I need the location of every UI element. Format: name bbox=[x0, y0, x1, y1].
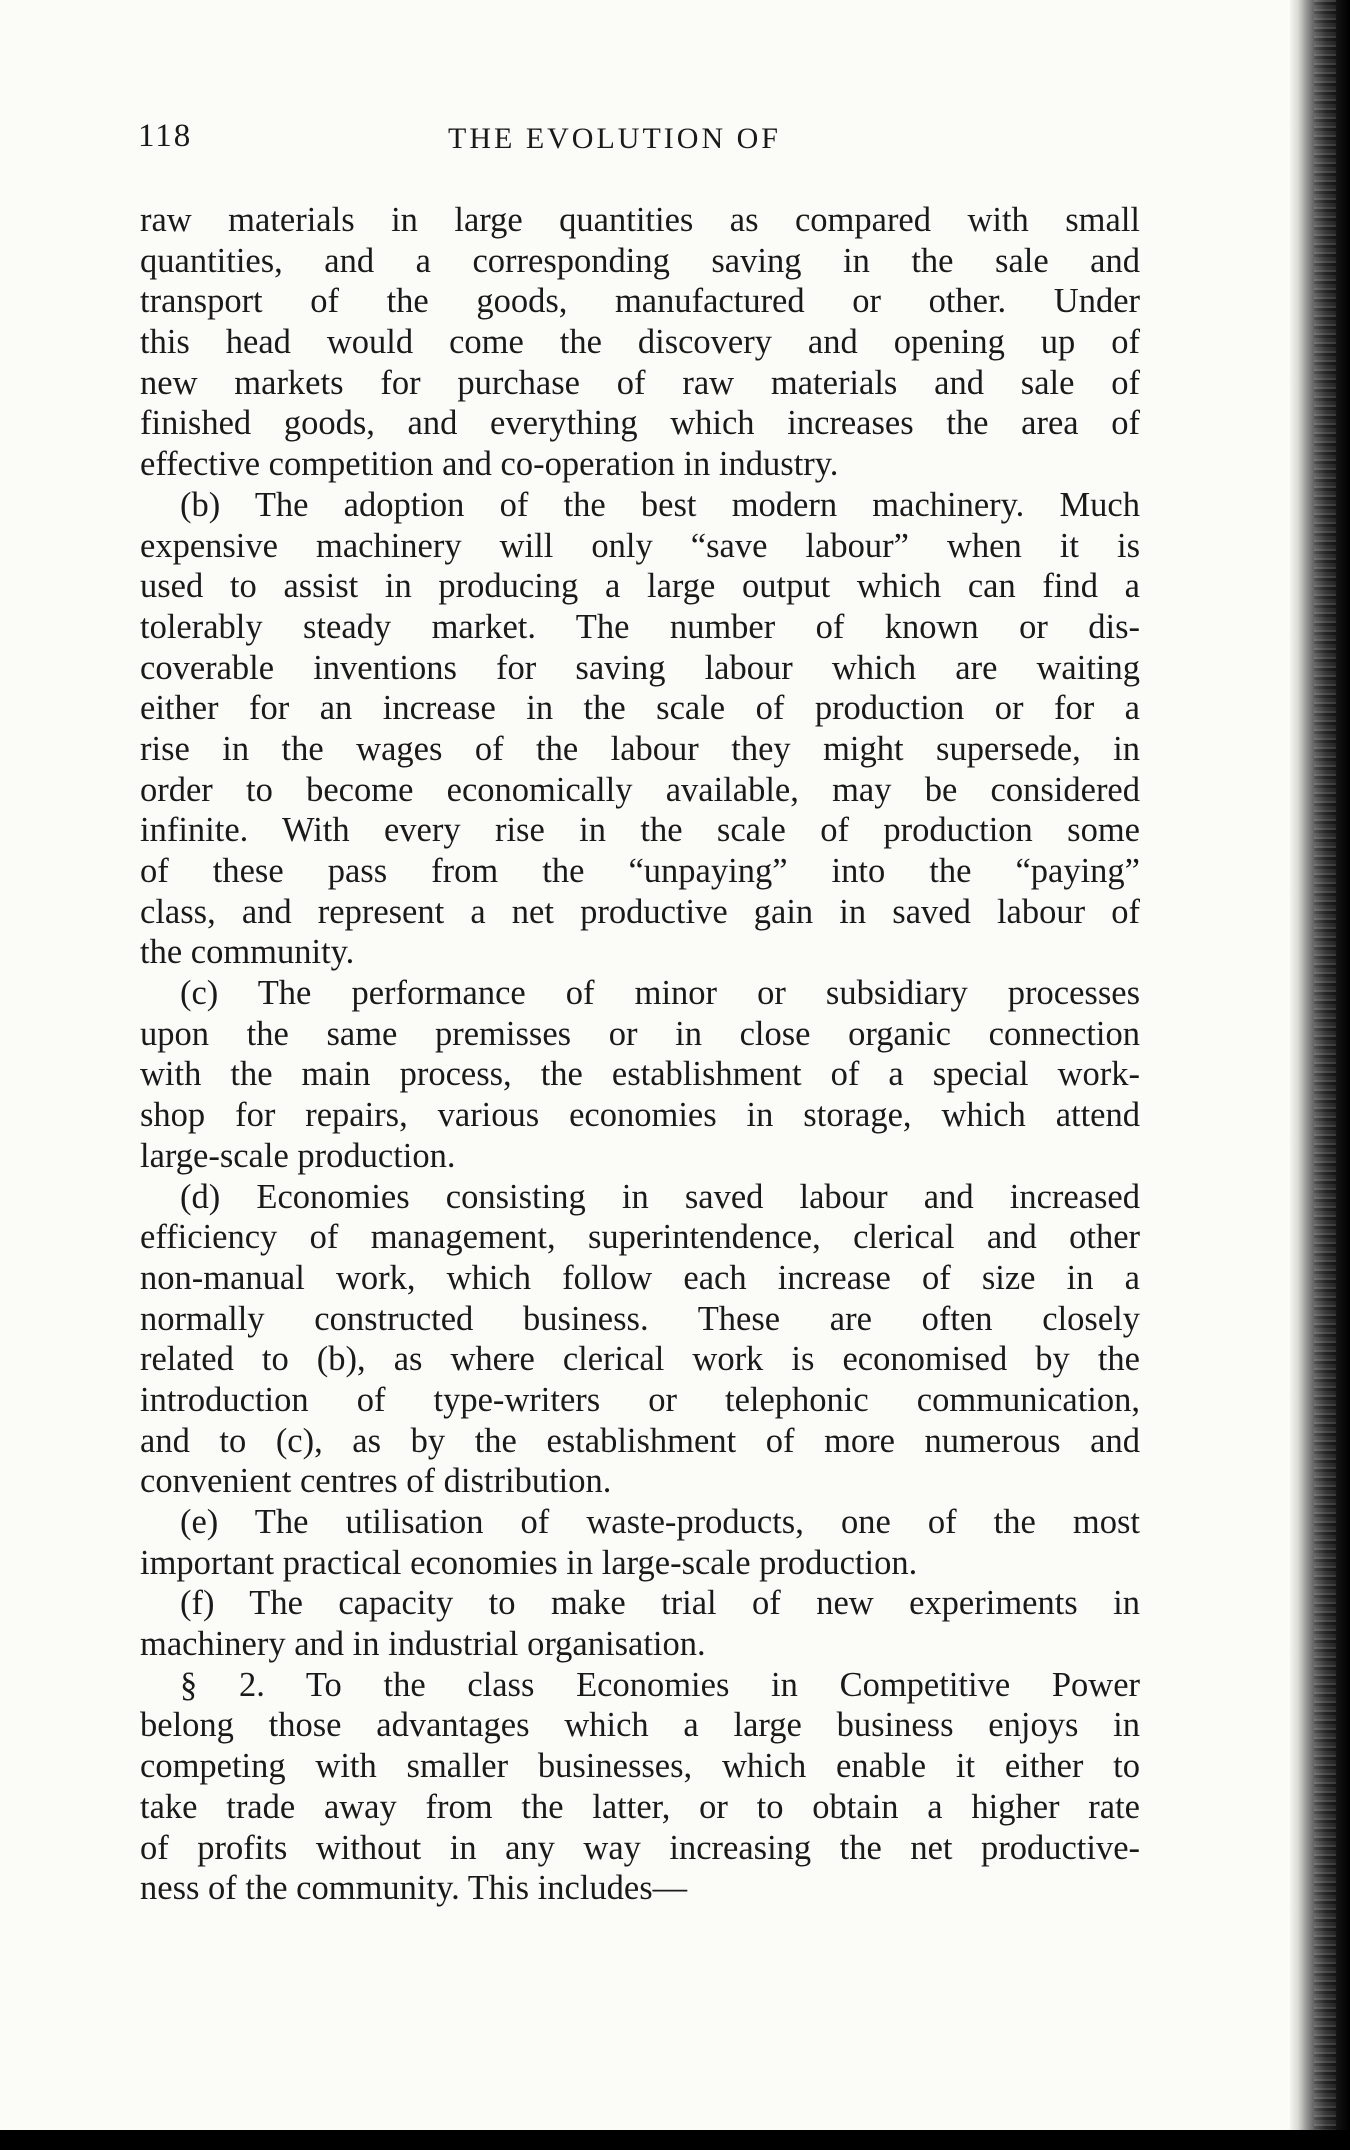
text-line: quantities, and a corresponding saving in the sale and bbox=[140, 241, 1140, 280]
text-line: (f) The capacity to make trial of new experiments in bbox=[180, 1584, 1140, 1623]
running-head: THE EVOLUTION OF bbox=[448, 122, 781, 155]
text-line: rise in the wages of the labour they might supersede, in bbox=[140, 729, 1140, 768]
text-line: convenient centres of distribution. bbox=[140, 1462, 612, 1501]
text-line: effective competition and co-operation in industry. bbox=[140, 445, 839, 484]
text-line: (e) The utilisation of waste-products, one of the most bbox=[180, 1503, 1140, 1541]
text-line: ness of the community. This includes— bbox=[140, 1869, 688, 1908]
page-number: 118 bbox=[138, 118, 193, 154]
text-line: important practical economies in large-scale production. bbox=[140, 1543, 918, 1582]
text-line: used to assist in producing a large output which can find a bbox=[140, 567, 1140, 606]
text-line: transport of the goods, manufactured or other. Under bbox=[140, 282, 1140, 321]
text-line: related to (b), as where clerical work is economised by the bbox=[140, 1340, 1140, 1379]
text-line: this head would come the discovery and opening up of bbox=[140, 323, 1140, 362]
page-edge-texture bbox=[1314, 0, 1336, 2150]
text-line: belong those advantages which a large business enjoys in bbox=[140, 1706, 1140, 1745]
text-line: competing with smaller businesses, which enable it either to bbox=[140, 1747, 1140, 1786]
text-line: either for an increase in the scale of production or for a bbox=[140, 689, 1140, 728]
text-line: and to (c), as by the establishment of more numerous and bbox=[140, 1421, 1140, 1460]
text-line: (c) The performance of minor or subsidiary processes bbox=[180, 974, 1140, 1013]
text-line: introduction of type-writers or telephonic communication, bbox=[140, 1380, 1140, 1419]
text-line: machinery and in industrial organisation. bbox=[140, 1625, 706, 1664]
text-line: infinite. With every rise in the scale of production some bbox=[140, 811, 1140, 850]
text-line: take trade away from the latter, or to obtain a higher rate bbox=[140, 1787, 1140, 1826]
text-line: raw materials in large quantities as compared with small bbox=[140, 201, 1140, 239]
text-line: non-manual work, which follow each increase of size in a bbox=[140, 1258, 1140, 1297]
text-line: coverable inventions for saving labour which are waiting bbox=[140, 648, 1140, 687]
text-line: (d) Economies consisting in saved labour and increased bbox=[180, 1177, 1140, 1216]
text-line: class, and represent a net productive gain in saved labour of bbox=[140, 892, 1140, 931]
page-bottom-edge bbox=[0, 2130, 1350, 2150]
text-line: of these pass from the “unpaying” into the “paying” bbox=[140, 852, 1140, 890]
text-line: with the main process, the establishment of a special work- bbox=[140, 1055, 1140, 1094]
text-line: new markets for purchase of raw materials and sale of bbox=[140, 363, 1140, 402]
text-line: expensive machinery will only “save labour” when it is bbox=[140, 526, 1140, 565]
text-line: the community. bbox=[140, 933, 355, 972]
text-line: of profits without in any way increasing the net productive- bbox=[140, 1828, 1140, 1867]
text-line: shop for repairs, various economies in storage, which attend bbox=[140, 1096, 1140, 1135]
text-line: efficiency of management, superintendence, clerical and other bbox=[140, 1218, 1140, 1257]
text-line: (b) The adoption of the best modern machinery. Much bbox=[180, 485, 1140, 524]
text-line: § 2. To the class Economies in Competitive Power bbox=[180, 1665, 1140, 1704]
text-line: finished goods, and everything which increases the area of bbox=[140, 404, 1140, 443]
text-line: normally constructed business. These are often closely bbox=[140, 1299, 1140, 1338]
text-line: upon the same premisses or in close organic connection bbox=[140, 1014, 1140, 1053]
page-header bbox=[138, 118, 1138, 168]
body-text bbox=[140, 200, 1140, 1909]
text-line: tolerably steady market. The number of known or dis- bbox=[140, 607, 1140, 646]
text-line: order to become economically available, may be considered bbox=[140, 770, 1140, 809]
text-line: large-scale production. bbox=[140, 1136, 456, 1175]
